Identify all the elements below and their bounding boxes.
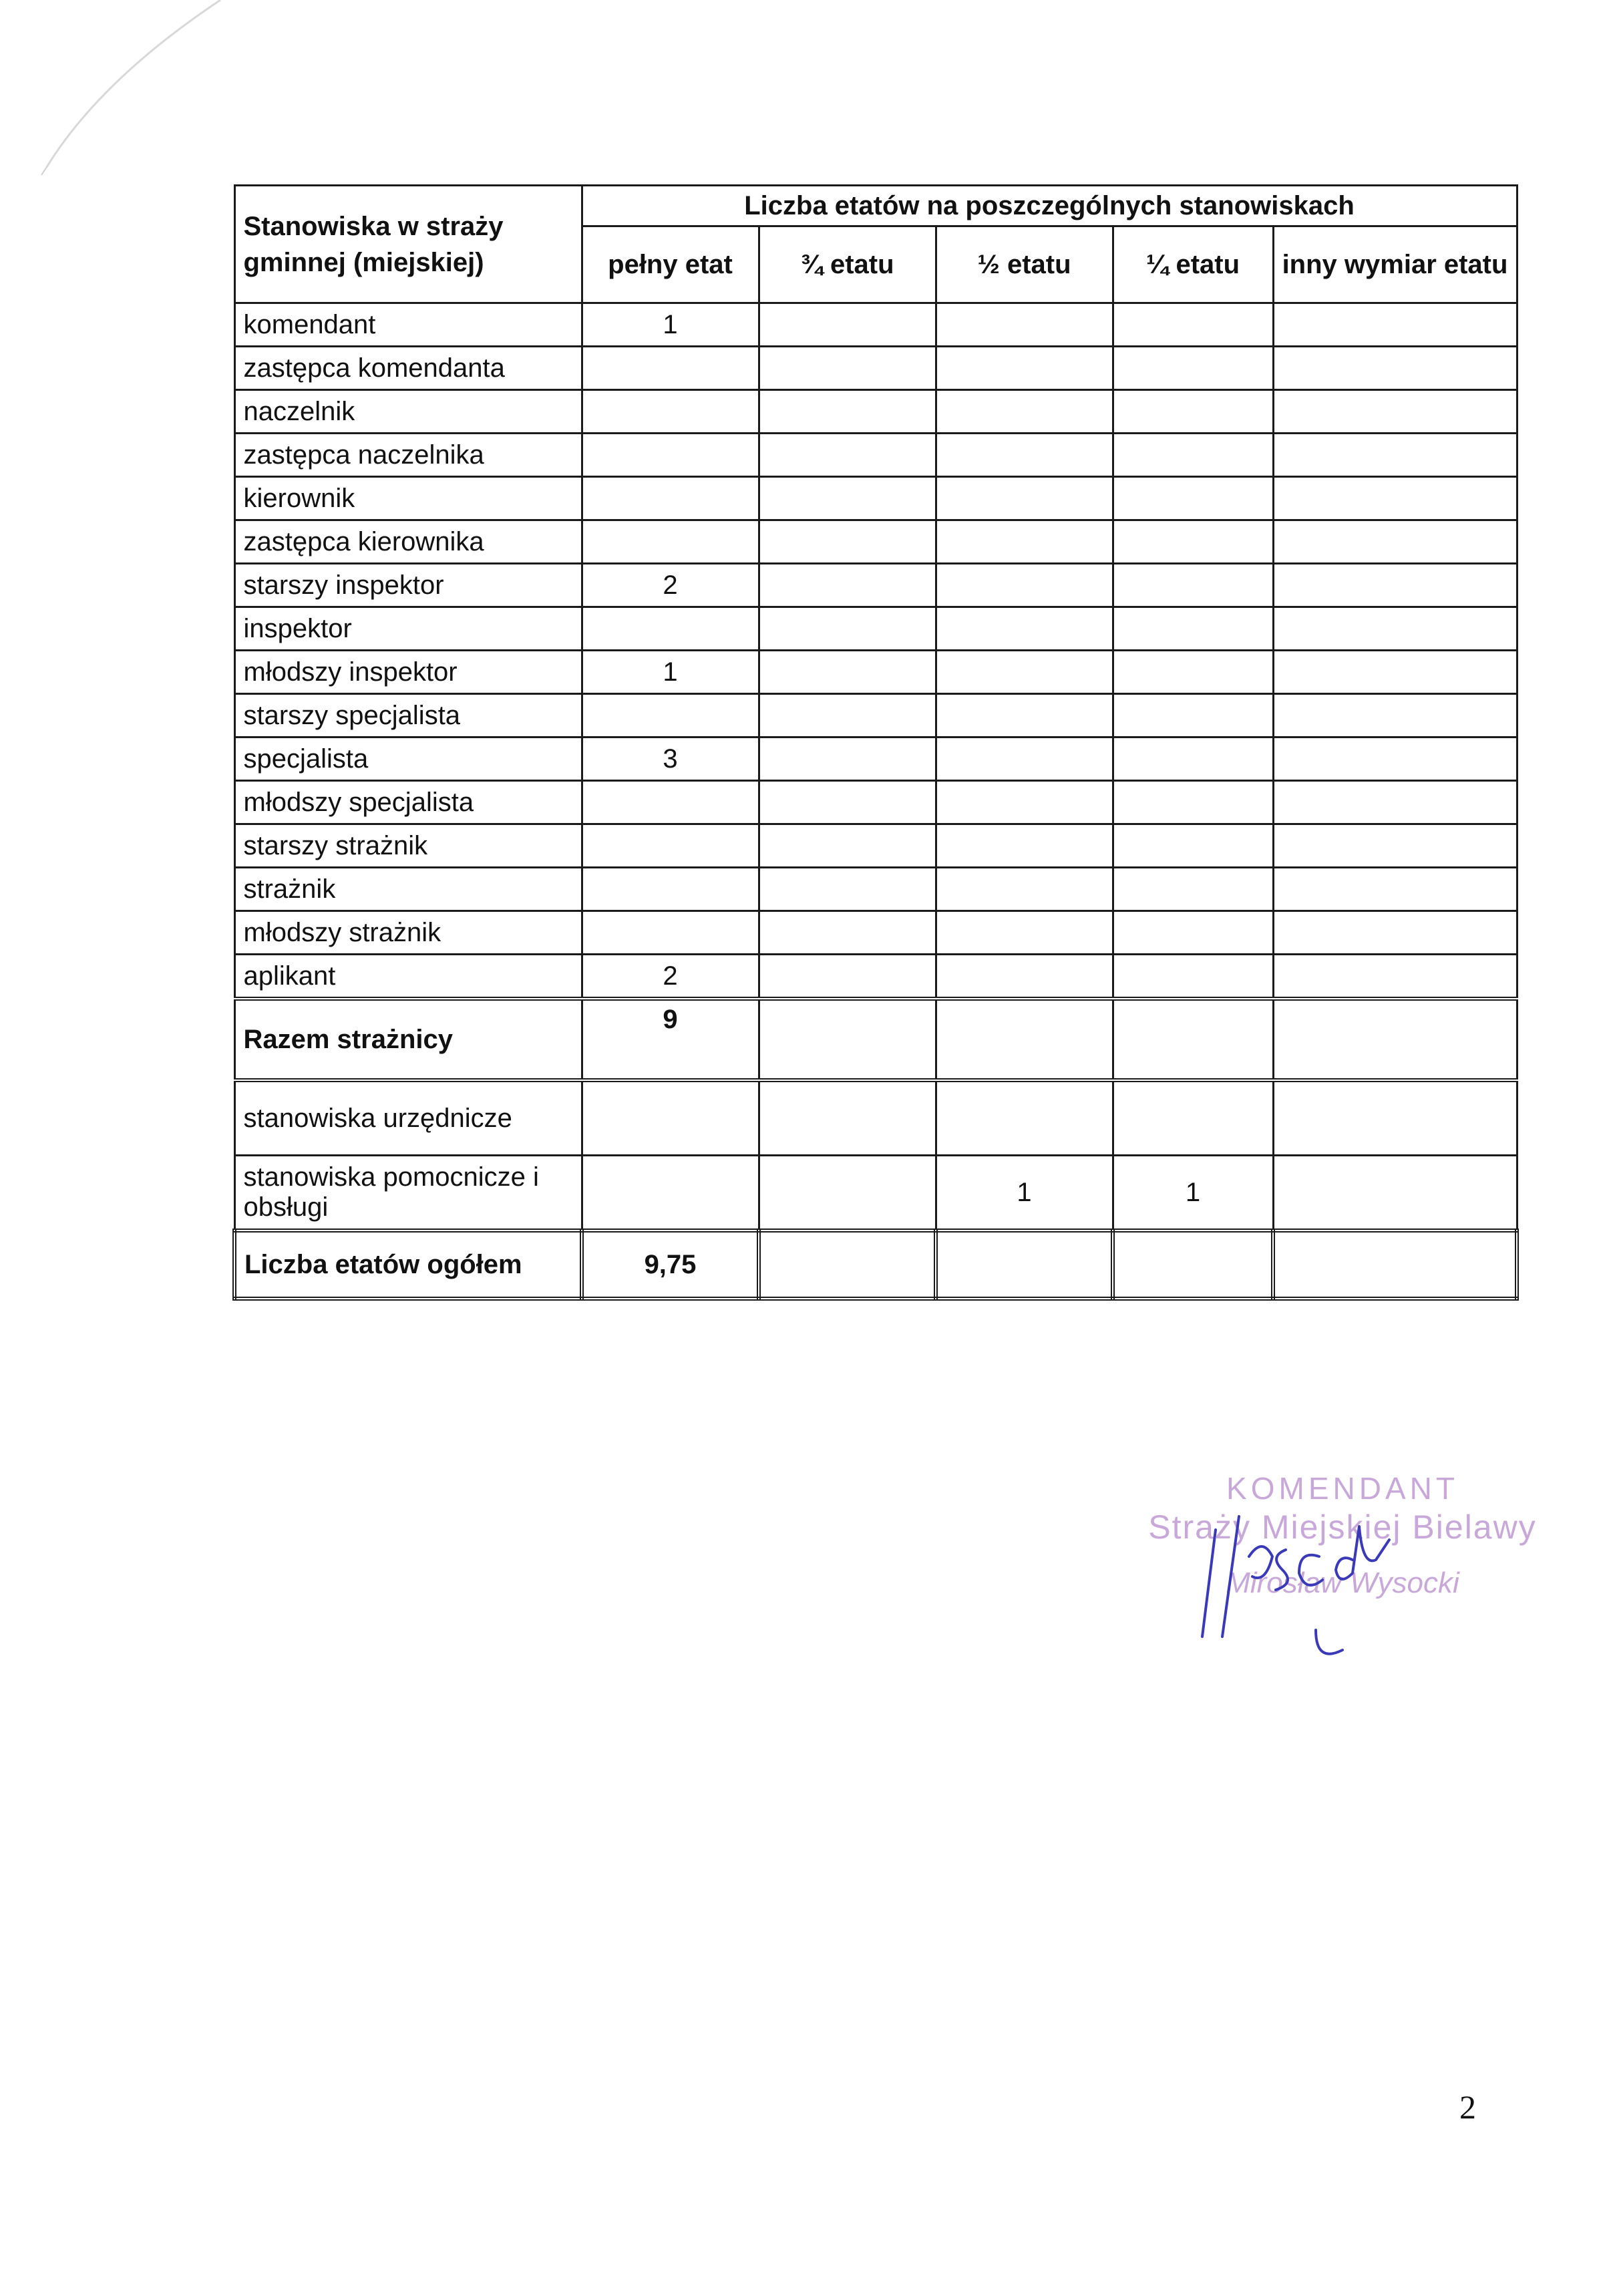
grand-total-half bbox=[936, 1231, 1113, 1299]
cell-three-quarter bbox=[759, 390, 936, 434]
header-position: Stanowiska w straży gminnej (miejskiej) bbox=[234, 186, 582, 303]
cell-half bbox=[936, 607, 1113, 651]
cell-three-quarter bbox=[759, 347, 936, 390]
cell-half bbox=[936, 434, 1113, 477]
header-group: Liczba etatów na poszczególnych stanowiskach bbox=[582, 186, 1517, 226]
office-other bbox=[1273, 1080, 1517, 1156]
page-number: 2 bbox=[1459, 2088, 1476, 2126]
office-row bbox=[234, 1080, 1517, 1156]
stamp-unit: Straży Miejskiej Bielawy bbox=[1148, 1508, 1537, 1546]
cell-half bbox=[936, 781, 1113, 824]
position-label: strażnik bbox=[234, 868, 582, 911]
cell-quarter bbox=[1113, 477, 1273, 520]
cell-other bbox=[1273, 564, 1517, 607]
header-other: inny wymiar etatu bbox=[1273, 226, 1517, 303]
office-half bbox=[936, 1080, 1113, 1156]
cell-quarter bbox=[1113, 781, 1273, 824]
official-stamp bbox=[1135, 1470, 1550, 1697]
cell-half bbox=[936, 824, 1113, 868]
cell-three-quarter bbox=[759, 434, 936, 477]
cell-other bbox=[1273, 737, 1517, 781]
stamp-title: KOMENDANT bbox=[1226, 1471, 1459, 1506]
cell-half bbox=[936, 347, 1113, 390]
grand-total-row bbox=[234, 1231, 1517, 1299]
cell-other bbox=[1273, 303, 1517, 347]
auxiliary-other bbox=[1273, 1156, 1517, 1231]
cell-three-quarter bbox=[759, 737, 936, 781]
header-half: ½ etatu bbox=[936, 226, 1113, 303]
cell-quarter bbox=[1113, 347, 1273, 390]
position-label: specjalista bbox=[234, 737, 582, 781]
table-row bbox=[234, 347, 1517, 390]
office-label: stanowiska urzędnicze bbox=[234, 1080, 582, 1156]
header-three-quarter: ¾ etatu bbox=[759, 226, 936, 303]
cell-other bbox=[1273, 651, 1517, 694]
cell-half bbox=[936, 303, 1113, 347]
staffing-table bbox=[232, 184, 1519, 1301]
cell-half bbox=[936, 520, 1113, 564]
cell-half bbox=[936, 955, 1113, 999]
table-row bbox=[234, 824, 1517, 868]
auxiliary-full bbox=[582, 1156, 759, 1231]
cell-other bbox=[1273, 434, 1517, 477]
cell-three-quarter bbox=[759, 651, 936, 694]
cell-quarter bbox=[1113, 434, 1273, 477]
cell-three-quarter bbox=[759, 607, 936, 651]
grand-total-label: Liczba etatów ogółem bbox=[234, 1231, 582, 1299]
total-guards-quarter bbox=[1113, 999, 1273, 1080]
position-label: aplikant bbox=[234, 955, 582, 999]
cell-full: 1 bbox=[582, 303, 759, 347]
cell-full bbox=[582, 868, 759, 911]
position-label: naczelnik bbox=[234, 390, 582, 434]
total-guards-half bbox=[936, 999, 1113, 1080]
cell-quarter bbox=[1113, 868, 1273, 911]
table-row bbox=[234, 781, 1517, 824]
table-row bbox=[234, 694, 1517, 737]
cell-full bbox=[582, 607, 759, 651]
table-row bbox=[234, 911, 1517, 955]
grand-total-three-quarter bbox=[759, 1231, 936, 1299]
grand-total-other bbox=[1273, 1231, 1517, 1299]
cell-quarter bbox=[1113, 390, 1273, 434]
position-label: młodszy strażnik bbox=[234, 911, 582, 955]
auxiliary-label: stanowiska pomocnicze i obsługi bbox=[234, 1156, 582, 1231]
cell-quarter bbox=[1113, 824, 1273, 868]
cell-other bbox=[1273, 824, 1517, 868]
scan-edge-mark bbox=[0, 0, 267, 200]
cell-half bbox=[936, 911, 1113, 955]
cell-full bbox=[582, 434, 759, 477]
cell-other bbox=[1273, 390, 1517, 434]
cell-half bbox=[936, 737, 1113, 781]
auxiliary-three-quarter bbox=[759, 1156, 936, 1231]
cell-three-quarter bbox=[759, 911, 936, 955]
cell-three-quarter bbox=[759, 303, 936, 347]
cell-quarter bbox=[1113, 911, 1273, 955]
position-label: młodszy specjalista bbox=[234, 781, 582, 824]
cell-other bbox=[1273, 868, 1517, 911]
cell-full bbox=[582, 781, 759, 824]
position-label: zastępca naczelnika bbox=[234, 434, 582, 477]
staffing-table-container bbox=[232, 184, 1515, 1301]
cell-quarter bbox=[1113, 520, 1273, 564]
cell-half bbox=[936, 868, 1113, 911]
table-row bbox=[234, 868, 1517, 911]
cell-quarter bbox=[1113, 564, 1273, 607]
header-full: pełny etat bbox=[582, 226, 759, 303]
table-row bbox=[234, 303, 1517, 347]
cell-three-quarter bbox=[759, 564, 936, 607]
cell-quarter bbox=[1113, 651, 1273, 694]
cell-other bbox=[1273, 694, 1517, 737]
cell-half bbox=[936, 477, 1113, 520]
cell-three-quarter bbox=[759, 868, 936, 911]
table-row bbox=[234, 955, 1517, 999]
position-label: zastępca komendanta bbox=[234, 347, 582, 390]
cell-other bbox=[1273, 347, 1517, 390]
cell-half bbox=[936, 564, 1113, 607]
table-summary bbox=[234, 999, 1517, 1299]
position-label: starszy strażnik bbox=[234, 824, 582, 868]
office-quarter bbox=[1113, 1080, 1273, 1156]
cell-three-quarter bbox=[759, 824, 936, 868]
auxiliary-quarter: 1 bbox=[1113, 1156, 1273, 1231]
cell-quarter bbox=[1113, 607, 1273, 651]
cell-full bbox=[582, 911, 759, 955]
cell-full: 2 bbox=[582, 955, 759, 999]
cell-three-quarter bbox=[759, 955, 936, 999]
table-row bbox=[234, 520, 1517, 564]
cell-full: 3 bbox=[582, 737, 759, 781]
total-guards-other bbox=[1273, 999, 1517, 1080]
stamp-name: Mirosław Wysocki bbox=[1226, 1567, 1459, 1599]
cell-other bbox=[1273, 955, 1517, 999]
auxiliary-row bbox=[234, 1156, 1517, 1231]
cell-three-quarter bbox=[759, 694, 936, 737]
grand-total-quarter bbox=[1113, 1231, 1273, 1299]
position-label: młodszy inspektor bbox=[234, 651, 582, 694]
position-label: komendant bbox=[234, 303, 582, 347]
cell-three-quarter bbox=[759, 477, 936, 520]
position-label: zastępca kierownika bbox=[234, 520, 582, 564]
position-label: starszy inspektor bbox=[234, 564, 582, 607]
grand-total-full: 9,75 bbox=[582, 1231, 759, 1299]
total-guards-label: Razem strażnicy bbox=[234, 999, 582, 1080]
position-label: kierownik bbox=[234, 477, 582, 520]
cell-full bbox=[582, 477, 759, 520]
table-row bbox=[234, 390, 1517, 434]
table-row bbox=[234, 434, 1517, 477]
cell-full bbox=[582, 520, 759, 564]
table-row bbox=[234, 651, 1517, 694]
cell-other bbox=[1273, 781, 1517, 824]
cell-full: 2 bbox=[582, 564, 759, 607]
cell-half bbox=[936, 694, 1113, 737]
cell-quarter bbox=[1113, 694, 1273, 737]
cell-other bbox=[1273, 477, 1517, 520]
cell-three-quarter bbox=[759, 520, 936, 564]
table-row bbox=[234, 564, 1517, 607]
cell-other bbox=[1273, 607, 1517, 651]
cell-full bbox=[582, 694, 759, 737]
cell-full bbox=[582, 390, 759, 434]
cell-three-quarter bbox=[759, 781, 936, 824]
office-three-quarter bbox=[759, 1080, 936, 1156]
cell-half bbox=[936, 651, 1113, 694]
table-row bbox=[234, 607, 1517, 651]
cell-quarter bbox=[1113, 303, 1273, 347]
position-label: inspektor bbox=[234, 607, 582, 651]
total-guards-row bbox=[234, 999, 1517, 1080]
cell-quarter bbox=[1113, 737, 1273, 781]
position-label: starszy specjalista bbox=[234, 694, 582, 737]
cell-full: 1 bbox=[582, 651, 759, 694]
table-row bbox=[234, 737, 1517, 781]
table-row bbox=[234, 477, 1517, 520]
cell-other bbox=[1273, 520, 1517, 564]
office-full bbox=[582, 1080, 759, 1156]
header-quarter: ¼ etatu bbox=[1113, 226, 1273, 303]
cell-full bbox=[582, 824, 759, 868]
cell-half bbox=[936, 390, 1113, 434]
auxiliary-half: 1 bbox=[936, 1156, 1113, 1231]
cell-other bbox=[1273, 911, 1517, 955]
table-body bbox=[234, 303, 1517, 999]
total-guards-three-quarter bbox=[759, 999, 936, 1080]
cell-quarter bbox=[1113, 955, 1273, 999]
cell-full bbox=[582, 347, 759, 390]
total-guards-full: 9 bbox=[582, 999, 759, 1080]
